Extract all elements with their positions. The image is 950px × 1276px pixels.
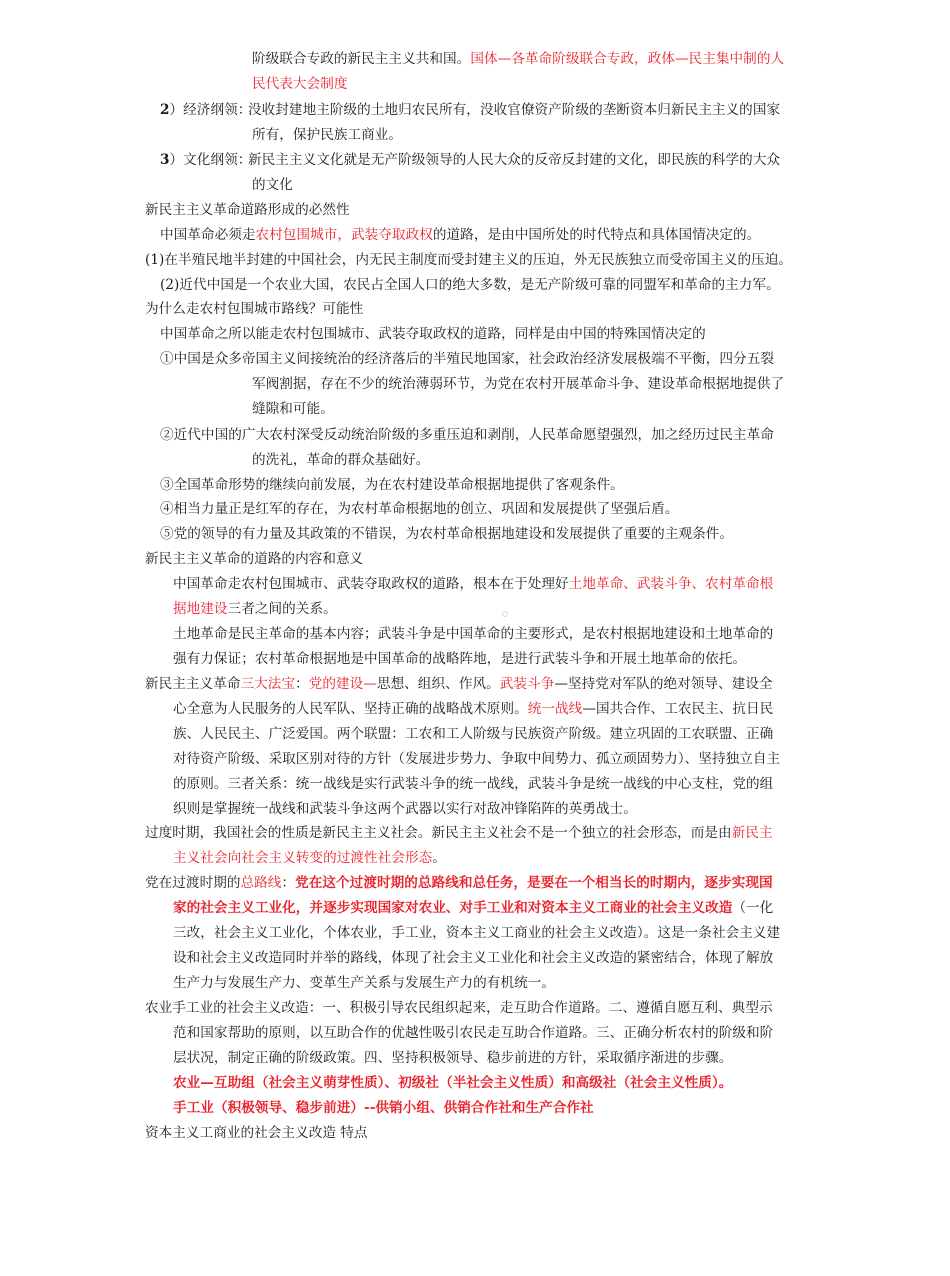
text-run: 中国革命之所以能走农村包围城市、武装夺取政权的道路，同样是由中国的特殊国情决定的 — [160, 326, 706, 342]
section-heading — [145, 1124, 368, 1142]
text-run: 土地革命是民主革命的基本内容；武装斗争是中国革命的主要形式，是农村根据地建设和土地革命的 — [173, 626, 774, 642]
highlight-text: 农村包围城市，武装夺取政权 — [255, 227, 433, 243]
text-line — [173, 1099, 594, 1117]
text-run: 三改，社会主义工业化，个体农业，手工业，资本主义工商业的社会主义改造）。这是一条社会主义建 — [173, 925, 781, 941]
highlight-text: 土地革命、武装斗争、农村革命根 — [568, 576, 774, 592]
text-line — [160, 500, 678, 518]
highlight-text: 家的社会主义工业化，并逐步实现国家对农业、对手工业和对资本主义工商业的社会主义改造 — [173, 900, 733, 916]
text-run: 过度时期，我国社会的性质是新民主主义社会。新民主主义社会不是一个独立的社会形态，而是由 — [145, 825, 732, 841]
text-line — [252, 50, 784, 68]
text-line — [173, 700, 773, 718]
text-line — [145, 874, 773, 892]
text-run: 党在过渡时期的 — [145, 875, 241, 891]
text-run: 的文化 — [252, 177, 293, 193]
text-line — [173, 625, 773, 643]
text-run: 没收封建地主阶级的土地归农民所有，没收官僚资产阶级的垄断资本归新民主主义的国家 — [248, 102, 781, 118]
text-line — [173, 899, 773, 917]
highlight-text: 武装斗争 — [499, 676, 555, 692]
highlight-text: 统一战线 — [527, 701, 583, 717]
list-marker — [160, 101, 251, 119]
text-line — [145, 824, 773, 842]
text-run: ⑤党的领导的有力量及其政策的不错误，为农村革命根据地建设和发展提供了重要的主观条件。 — [160, 526, 734, 542]
text-line — [145, 999, 773, 1017]
highlight-text: 三大法宝 — [240, 676, 296, 692]
text-run: 3 — [160, 152, 170, 168]
highlight-text: 农业—互助组（社会主义萌芽性质）、初级社（半社会主义性质）和高级社（社会主义性质）。 — [173, 1075, 733, 1091]
text-run: 2 — [160, 102, 170, 118]
text-run: 生产力与发展生产力、变革生产关系与发展生产力的有机统一。 — [173, 975, 556, 991]
text-line — [252, 75, 348, 93]
text-line — [173, 725, 773, 743]
text-run: ）文化纲领： — [169, 152, 252, 168]
text-run: 为什么走农村包围城市路线？可能性 — [145, 301, 364, 317]
text-line — [173, 974, 555, 992]
section-heading — [145, 550, 363, 568]
text-run: 层状况，制定正确的阶级政策。四、坚持积极领导、稳步前进的方针，采取循序渐进的步骤。 — [173, 1050, 733, 1066]
text-line — [173, 800, 637, 818]
text-line — [160, 525, 733, 543]
text-run: ）经济纲领： — [169, 102, 252, 118]
text-run: 的道路，是由中国所处的时代特点和具体国情决定的。 — [432, 227, 761, 243]
text-line — [173, 575, 773, 593]
highlight-text: 新民主 — [731, 825, 773, 841]
text-run: 阶级联合专政的新民主主义共和国。 — [252, 51, 471, 67]
text-run: 中国革命必须走 — [160, 227, 256, 243]
scan-mark — [502, 611, 508, 617]
text-run: 军阀割据，存在不少的统治薄弱环节，为党在农村开展革命斗争、建设革命根据地提供了 — [252, 376, 785, 392]
highlight-text: 总路线 — [240, 875, 282, 891]
highlight-text: 手工业（积极领导、稳步前进）--供销小组、供销合作社和生产合作社 — [173, 1100, 594, 1116]
text-line — [145, 251, 792, 269]
highlight-text: 党的建设— — [308, 676, 377, 692]
text-run: 新民主主义革命的道路的内容和意义 — [145, 551, 364, 567]
text-run: 心全意为人民服务的人民军队、坚持正确的战略战术原则。 — [173, 701, 528, 717]
text-line — [145, 675, 773, 693]
text-run: ④相当力量正是红军的存在，为农村革命根据地的创立、巩固和发展提供了坚强后盾。 — [160, 501, 679, 517]
text-line — [252, 451, 429, 469]
text-line — [252, 176, 293, 194]
text-run: 设和社会主义改造同时并举的路线，体现了社会主义工业化和社会主义改造的紧密结合，体现了解放 — [173, 950, 774, 966]
text-run: 范和国家帮助的原则，以互助合作的优越性吸引农民走互助合作道路。三、正确分析农村的阶级和阶 — [173, 1025, 774, 1041]
text-line — [173, 924, 780, 942]
text-run: 新民主主义革命 — [145, 676, 241, 692]
highlight-text: 主义社会向社会主义转变的过渡性社会形态 — [173, 850, 433, 866]
text-run: 对待资产阶级、采取区别对待的方针（发展进步势力、争取中间势力、孤立顽固势力）、坚持独立自主 — [173, 751, 781, 767]
section-heading — [145, 300, 363, 318]
text-run: 的洗礼，革命的群众基础好。 — [252, 452, 430, 468]
text-run: 缝隙和可能。 — [252, 401, 334, 417]
text-run: （一化 — [732, 900, 774, 916]
text-line — [173, 1024, 773, 1042]
text-line — [160, 325, 706, 343]
text-line — [160, 476, 624, 494]
highlight-text: 国体—各革命阶级联合专政，政体—民主集中制的人 — [470, 51, 785, 67]
text-run: 织则是掌握统一战线和武装斗争这两个武器以实行对敌冲锋陷阵的英勇战士。 — [173, 801, 637, 817]
highlight-text: 据地建设 — [173, 601, 228, 617]
text-run: 资本主义工商业的社会主义改造 特点 — [145, 1125, 368, 1141]
text-run: 中国革命走农村包围城市、武装夺取政权的道路，根本在于处理好 — [173, 576, 569, 592]
text-run: 三者之间的关系。 — [227, 601, 337, 617]
text-run: 农业手工业的社会主义改造：一、积极引导农民组织起来，走互助合作道路。二、遵循自愿互利、典型示 — [145, 1000, 773, 1016]
text-run: ②近代中国的广大农村深受反动统治阶级的多重压迫和剥削，人民革命愿望强烈，加之经历过民主革命 — [160, 427, 774, 443]
text-run: —坚持党对军队的绝对领导、建设全 — [554, 676, 773, 692]
text-line — [248, 151, 780, 169]
text-run: 族、人民民主、广泛爱国。两个联盟：工农和工人阶级与民族资产阶级。建立巩固的工农联盟、正确 — [173, 726, 774, 742]
text-run: 的原则。三者关系：统一战线是实行武装斗争的统一战线，武装斗争是统一战线的中心支柱，党的组 — [173, 776, 774, 792]
text-line — [173, 775, 773, 793]
text-run: (2)近代中国是一个农业大国，农民占全国人口的绝大多数，是无产阶级可靠的同盟军和革命的主力军。 — [160, 277, 780, 293]
text-line — [160, 426, 774, 444]
highlight-text: 党在这个过渡时期的总路线和总任务，是要在一个相当长的时期内，逐步实现国 — [295, 875, 773, 891]
highlight-text: 民代表大会制度 — [252, 76, 348, 92]
text-run: ①中国是众多帝国主义间接统治的经济落后的半殖民地国家，社会政治经济发展极端不平衡，四分五裂 — [160, 351, 774, 367]
text-run: ： — [295, 676, 309, 692]
text-line — [173, 600, 337, 618]
text-run: ： — [281, 875, 296, 891]
section-heading — [145, 201, 350, 219]
text-line — [160, 226, 760, 244]
text-run: 新民主主义革命道路形成的必然性 — [145, 202, 350, 218]
text-line — [160, 350, 774, 368]
list-marker — [160, 151, 251, 169]
text-line — [248, 101, 780, 119]
text-line — [173, 750, 780, 768]
text-line — [173, 1074, 732, 1092]
text-run: —国共合作、工农民主、抗日民 — [582, 701, 774, 717]
text-run: 。 — [432, 850, 446, 866]
text-line — [173, 650, 746, 668]
text-run: 强有力保证；农村革命根据地是中国革命的战略阵地，是进行武装斗争和开展土地革命的依托。 — [173, 651, 747, 667]
text-line — [173, 849, 446, 867]
text-run: 所有，保护民族工商业。 — [252, 127, 403, 143]
text-line — [252, 126, 402, 144]
text-line — [173, 1049, 732, 1067]
text-line — [252, 400, 334, 418]
text-run: 新民主主义文化就是无产阶级领导的人民大众的反帝反封建的文化，即民族的科学的大众 — [248, 152, 781, 168]
text-run: (1)在半殖民地半封建的中国社会，内无民主制度而受封建主义的压迫，外无民族独立而受帝国主义的压迫。 — [145, 252, 793, 268]
text-line — [160, 276, 780, 294]
text-line — [173, 949, 773, 967]
text-run: 思想、组织、作风。 — [376, 676, 500, 692]
text-run: ③全国革命形势的继续向前发展，为在农村建设革命根据地提供了客观条件。 — [160, 477, 624, 493]
text-line — [252, 375, 784, 393]
